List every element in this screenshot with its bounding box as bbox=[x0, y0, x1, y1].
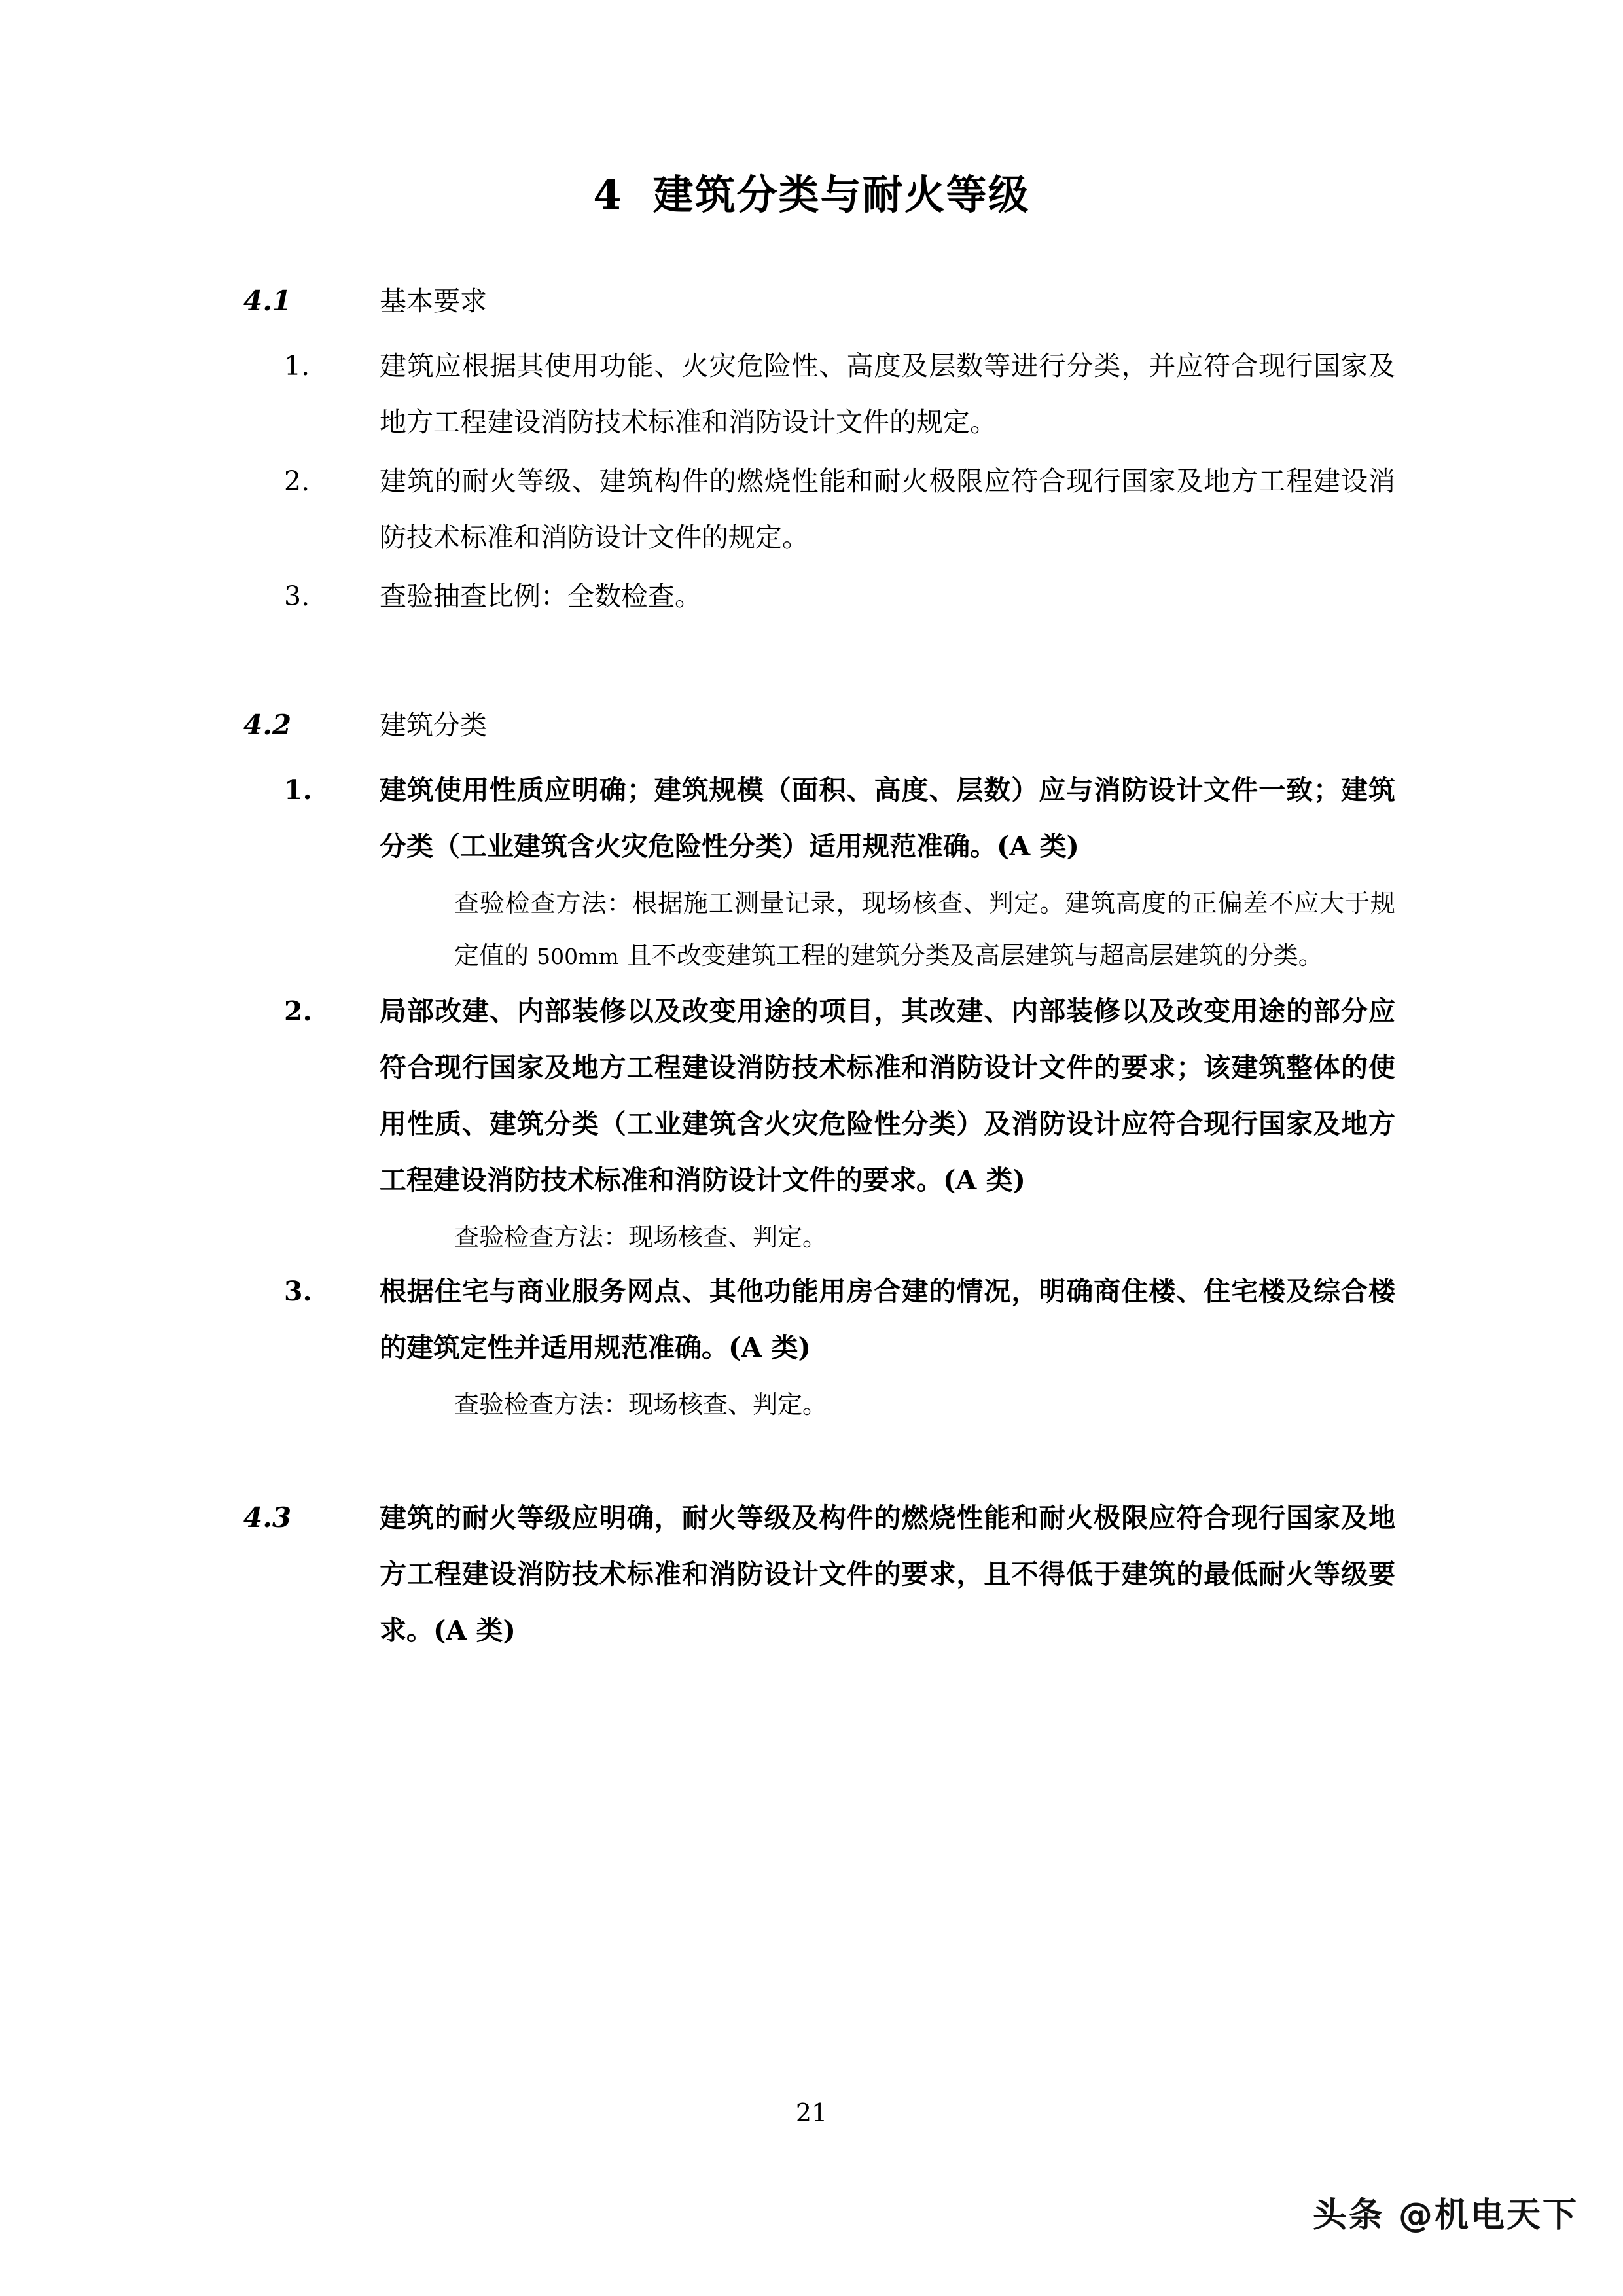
page-number: 21 bbox=[795, 2098, 828, 2127]
list-item bbox=[243, 338, 1395, 450]
inspection-method-note: 查验检查方法：现场核查、判定。 bbox=[454, 1390, 828, 1419]
document-body bbox=[243, 281, 1395, 1659]
list-item-marker: 2. bbox=[284, 465, 310, 497]
section-title-4-1: 基本要求 bbox=[380, 285, 487, 317]
section-spacer bbox=[243, 1431, 1395, 1487]
section-spacer bbox=[243, 627, 1395, 706]
list-item-text: 建筑的耐火等级、建筑构件的燃烧性能和耐火极限应符合现行国家及地方工程建设消防技术标准和消防设计文件的规定。 bbox=[380, 465, 1395, 553]
page-title-text: 建筑分类与耐火等级 bbox=[652, 171, 1030, 219]
section-title-4-2: 建筑分类 bbox=[380, 709, 487, 741]
list-item bbox=[243, 568, 1395, 624]
list-item bbox=[243, 453, 1395, 565]
section-heading-4-2 bbox=[243, 706, 1395, 745]
note-measurement-value: 500mm bbox=[537, 944, 619, 969]
watermark: 头条 @机电天下 bbox=[1312, 2196, 1578, 2235]
page-title bbox=[0, 162, 1623, 221]
list-item bbox=[243, 762, 1395, 874]
list-item-marker: 3. bbox=[284, 1276, 312, 1307]
list-item-text: 建筑应根据其使用功能、火灾危险性、高度及层数等进行分类，并应符合现行国家及地方工程建设消防技术标准和消防设计文件的规定。 bbox=[380, 350, 1395, 438]
list-item-marker: 1. bbox=[284, 350, 310, 382]
section-number-4-2: 4.2 bbox=[243, 709, 292, 741]
list-item-text: 局部改建、内部装修以及改变用途的项目，其改建、内部装修以及改变用途的部分应符合现行国家及地方工程建设消防技术标准和消防设计文件的要求；该建筑整体的使用性质、建筑分类（工业建筑含火灾危险性分类）及消防设计应符合现行国家及地方工程建设消防技术标准和消防设计文件的要求。(A 类) bbox=[380, 996, 1395, 1196]
list-item-text: 查验抽查比例：全数检查。 bbox=[380, 581, 702, 612]
section-text-4-3: 建筑的耐火等级应明确，耐火等级及构件的燃烧性能和耐火极限应符合现行国家及地方工程建设消防技术标准和消防设计文件的要求，且不得低于建筑的最低耐火等级要求。(A 类) bbox=[380, 1502, 1395, 1646]
list-item-text: 建筑使用性质应明确；建筑规模（面积、高度、层数）应与消防设计文件一致；建筑分类（工业建筑含火灾危险性分类）适用规范准确。(A 类) bbox=[380, 774, 1395, 862]
list-item-text: 根据住宅与商业服务网点、其他功能用房合建的情况，明确商住楼、住宅楼及综合楼的建筑定性并适用规范准确。(A 类) bbox=[380, 1276, 1395, 1363]
list-item-marker: 1. bbox=[284, 774, 312, 806]
note-text-lead: 查验检查方法：根据施工测量记录，现场核查、判定。建筑高度的正偏差不应大于规定值的 bbox=[454, 889, 1395, 970]
list-item bbox=[243, 1263, 1395, 1376]
section-number-4-3: 4.3 bbox=[243, 1501, 292, 1534]
section-heading-4-1 bbox=[243, 281, 1395, 321]
inspection-method-note bbox=[454, 877, 1395, 983]
page-title-number: 4 bbox=[593, 171, 623, 219]
list-item-marker: 3. bbox=[284, 581, 310, 612]
note-text-tail: 且不改变建筑工程的建筑分类及高层建筑与超高层建筑的分类。 bbox=[618, 941, 1323, 970]
section-paragraph-4-3 bbox=[243, 1490, 1395, 1659]
list-item bbox=[243, 983, 1395, 1208]
list-item-marker: 2. bbox=[284, 996, 312, 1027]
section-number-4-1: 4.1 bbox=[243, 285, 292, 317]
inspection-method-note: 查验检查方法：现场核查、判定。 bbox=[454, 1223, 828, 1251]
